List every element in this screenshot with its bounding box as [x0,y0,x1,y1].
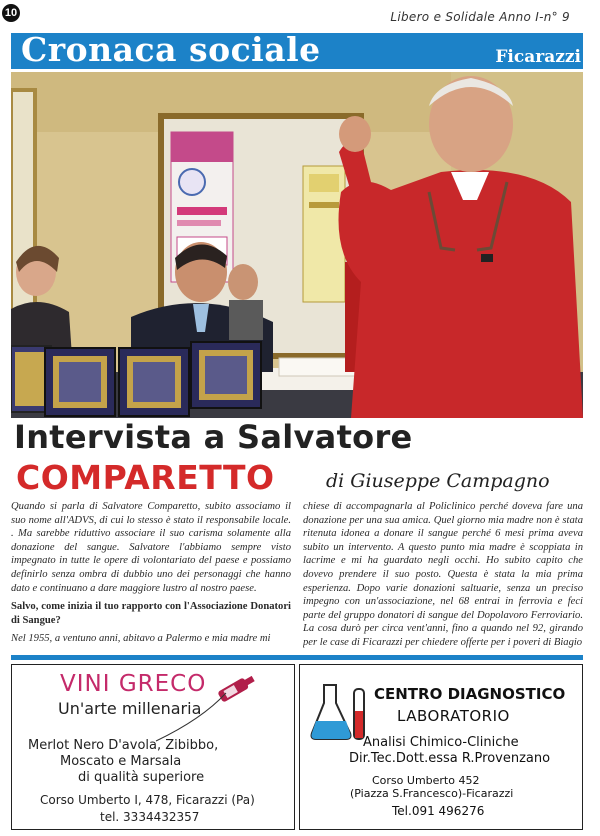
section-divider [11,655,583,660]
ad-text-line: Moscato e Marsala [60,754,182,769]
ad-address: Corso Umberto 452 [372,774,480,787]
article-paragraph: Quando si parla di Salvatore Comparetto, subito associamo il suo nome all'ADVS, di cui lo stesso è stato il responsabile locale. . Ma sarebbe riduttivo associare il suo carisma solamente alla donazione del sangue. Salvatore l'abbiamo sempre visto impegnato in tutte le opere di volontariato del paese e possiamo definirlo senza ombra di dubbio uno dei personaggi che hanno dato e continuano a dare maggiore lustro al nostro paese. [11,501,291,594]
ad-tagline: Un'arte millenaria [58,699,202,718]
ad-phone: tel. 3334432357 [100,810,200,824]
ad-brand-title: CENTRO DIAGNOSTICO [374,685,566,703]
ad-text-line: Analisi Chimico-Cliniche [363,735,519,750]
byline: di Giuseppe Campagno [326,470,550,492]
ad-text-line: Merlot Nero D'avola, Zibibbo, [28,738,219,753]
section-title: Cronaca sociale [21,30,321,69]
article-paragraph: chiese di accompagnarla al Policlinico perché doveva fare una donazione per una sua amica. Quel giorno mia madre non è stata ritenuta idonea a donare il sangue perché 6 mesi prima aveva subito un intervento. A questo punto mia madre è scoppiata in lacrime e mi ha guardato negli occhi. Ho subito capito che dovevo prendere il suo posto. Questa è stata la mia prima esperienza. Dopo varie donazioni saltuarie, senza un preciso impegno con un'associazione, nel 68 entrai in ferrovia e feci parte del gruppo donatori di sangue del Dopolavoro Ferroviario. La cosa durò per circa vent'anni, fino a quando nel 92, girando per le case di Ficarazzi per chiedere offerte per i poveri di Biagio [303,501,583,648]
issue-line: Libero e Solidale Anno I-n° 9 [390,10,570,24]
headline-line-2: COMPARETTO [16,458,275,497]
ad-address: Corso Umberto I, 478, Ficarazzi (Pa) [40,793,255,807]
interview-question: Salvo, come inizia il tuo rapporto con l'Associazione Donatori di Sangue? [11,601,291,626]
lab-flask-icon [310,681,374,743]
ad-vini-greco[interactable] [11,664,295,830]
headline-line-1: Intervista a Salvatore [14,418,413,456]
section-town: Ficarazzi [495,47,581,67]
ad-text-line: di qualità superiore [78,770,205,785]
ad-phone: Tel.091 496276 [392,804,485,818]
ad-brand-title: VINI GRECO [60,671,207,697]
article-column-left [11,500,291,648]
article-column-right [303,500,583,648]
page-number: 10 [2,4,20,22]
article-paragraph: Nel 1955, a ventuno anni, abitavo a Palermo e mia madre mi [11,633,271,645]
ad-centro-diagnostico[interactable] [299,664,583,830]
ad-address: (Piazza S.Francesco)-Ficarazzi [350,787,514,800]
ad-text-line: Dir.Tec.Dott.essa R.Provenzano [349,751,551,766]
photo-illustration [11,72,583,418]
section-band [11,30,583,69]
ad-subtitle: LABORATORIO [397,707,510,725]
article-photo [11,72,583,418]
